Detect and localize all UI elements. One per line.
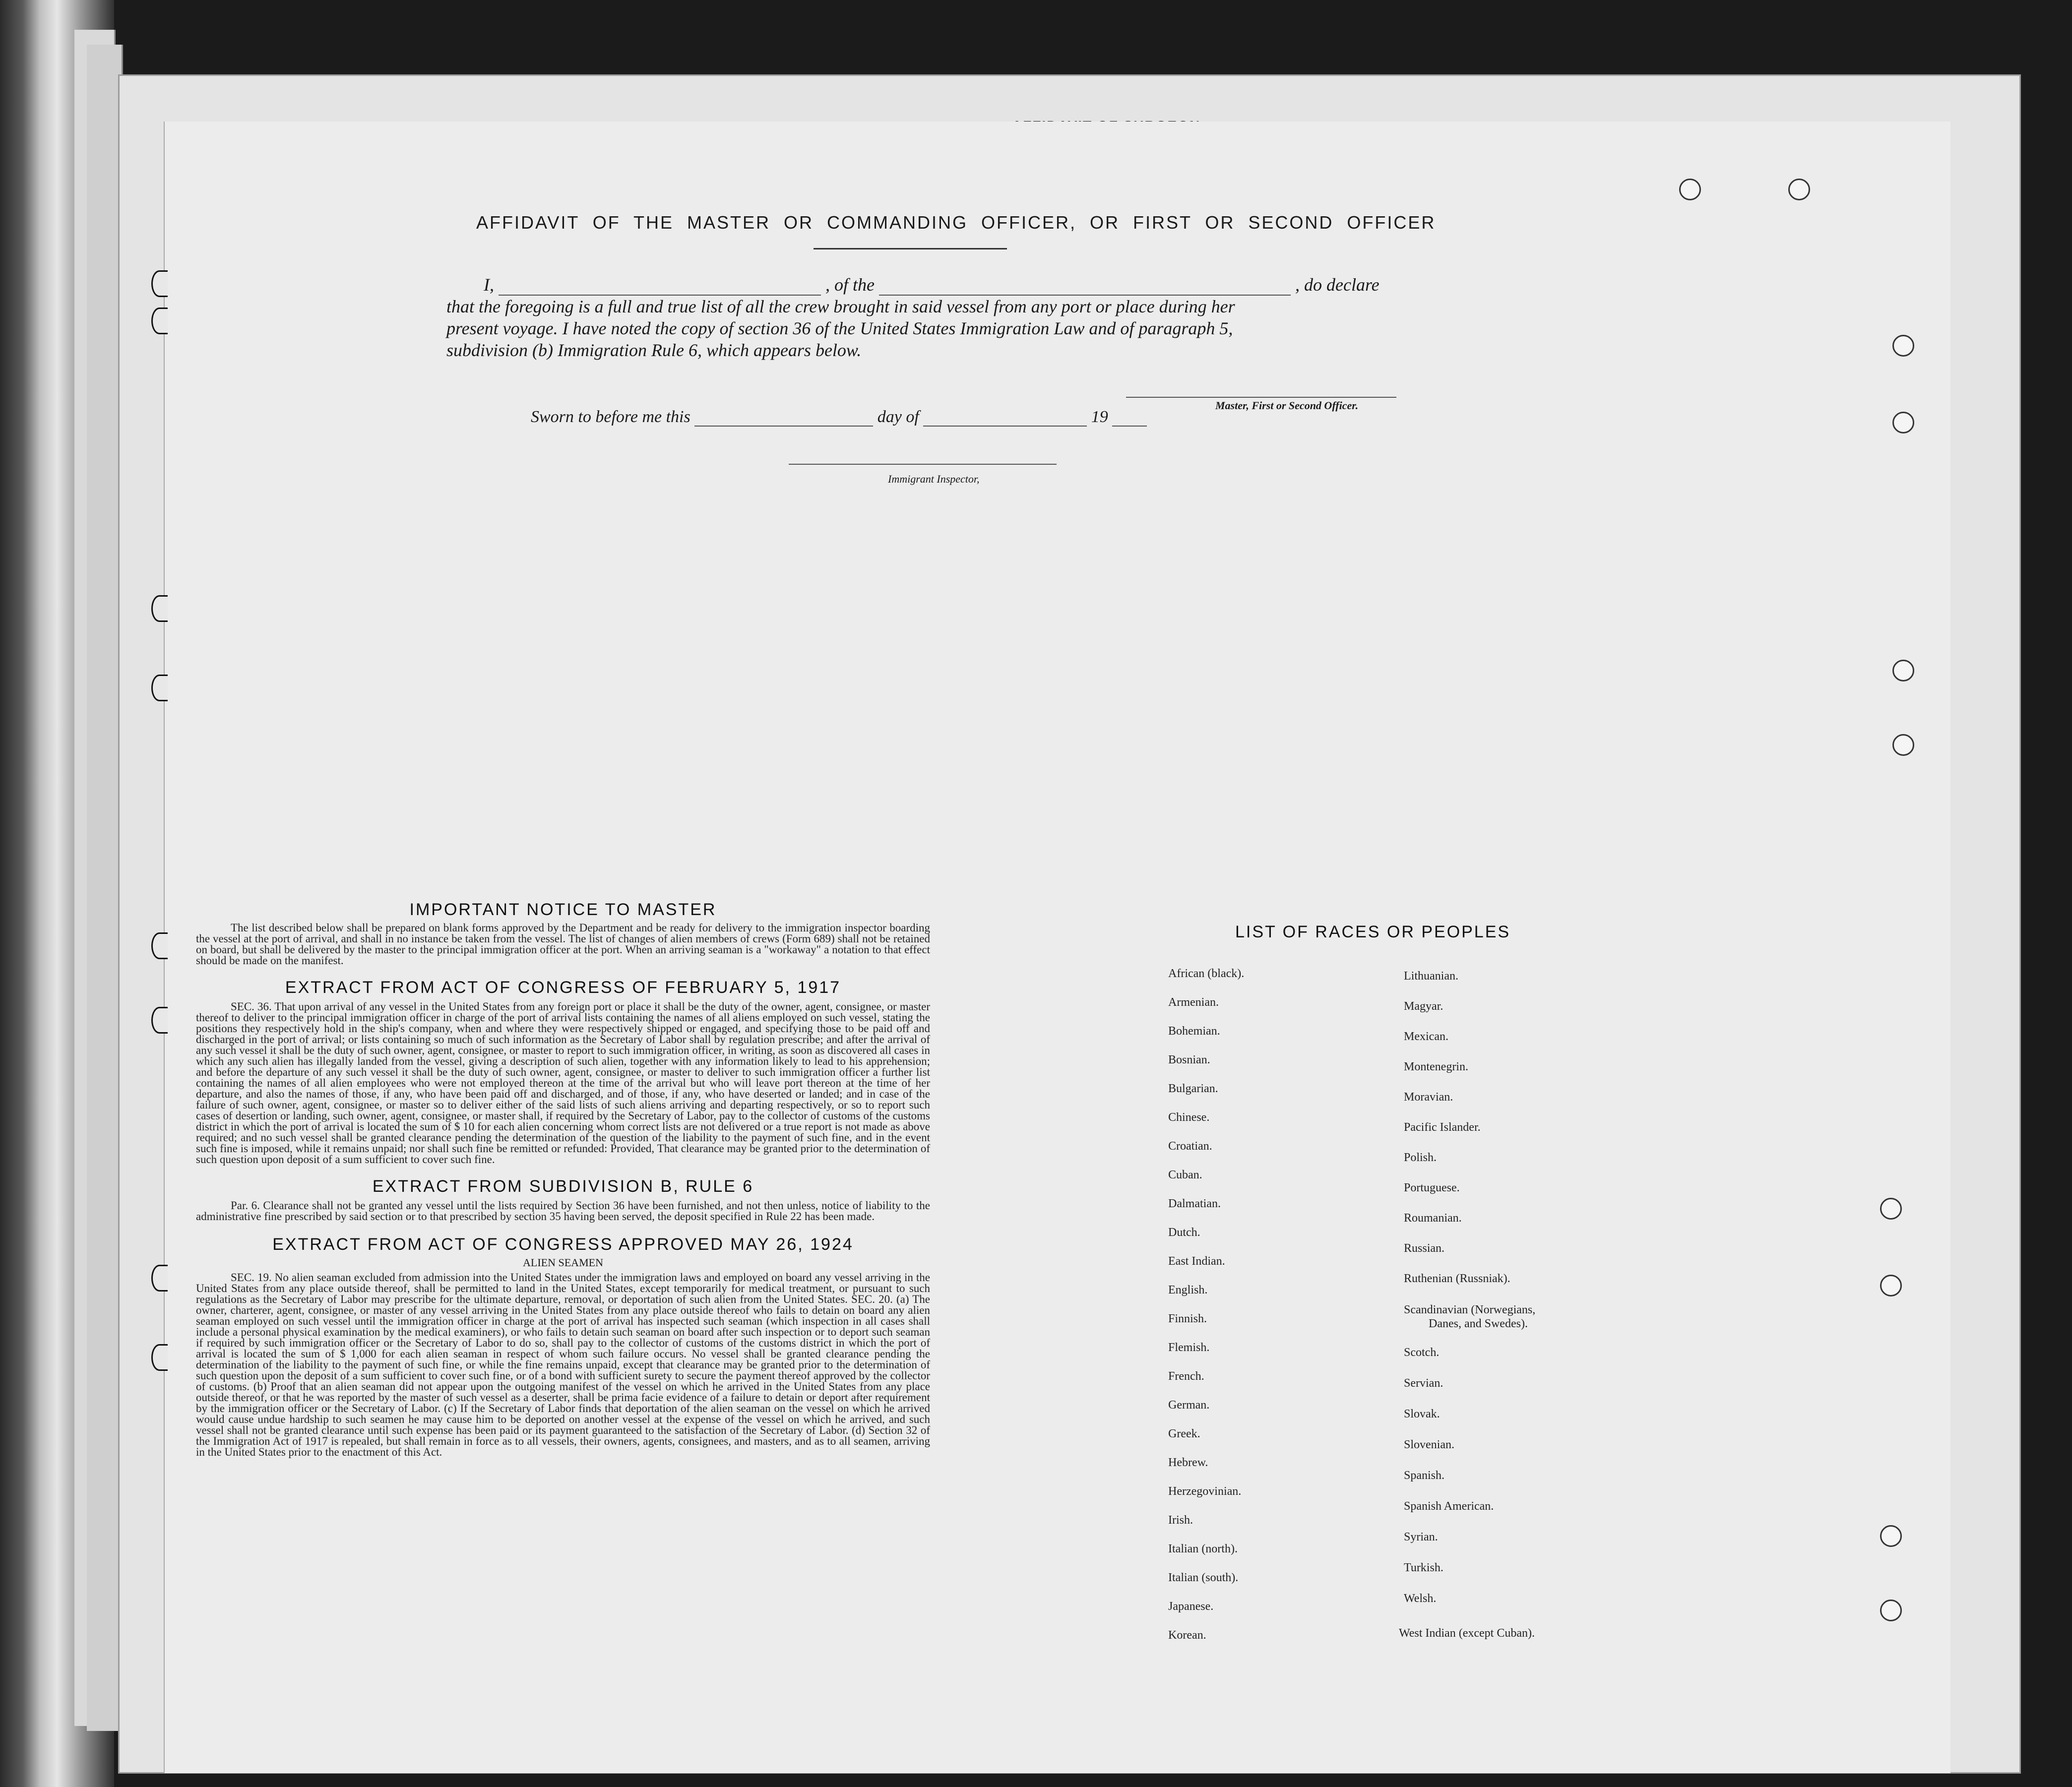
extract-1924-heading: EXTRACT FROM ACT OF CONGRESS APPROVED MAY 26, 1924: [272, 1235, 854, 1254]
affidavit-title: AFFIDAVIT OF THE MASTER OR COMMANDING OFFICER, OR FIRST OR SECOND OFFICER: [476, 212, 1436, 233]
notice-heading: IMPORTANT NOTICE TO MASTER: [409, 900, 717, 919]
race-item: Bohemian.: [1168, 1025, 1220, 1038]
sworn-line: [531, 408, 1147, 427]
race-item: East Indian.: [1168, 1255, 1225, 1268]
race-item: Italian (south).: [1168, 1571, 1239, 1584]
race-item: Hebrew.: [1168, 1456, 1208, 1469]
race-item: West Indian (except Cuban).: [1399, 1627, 1535, 1640]
race-item: Magyar.: [1404, 1000, 1444, 1013]
punch-hole: [151, 270, 168, 297]
race-item: Bosnian.: [1168, 1053, 1210, 1066]
race-item: Portuguese.: [1404, 1181, 1460, 1194]
declaration-do-declare: , do declare: [1295, 275, 1380, 295]
punch-hole: [1892, 412, 1914, 433]
punch-hole: [1880, 1198, 1902, 1220]
race-item: Greek.: [1168, 1427, 1200, 1440]
race-item: English.: [1168, 1284, 1208, 1296]
sworn-day-field[interactable]: [694, 426, 873, 427]
punch-hole: [151, 1007, 168, 1034]
alien-seamen-subheading: ALIEN SEAMEN: [523, 1256, 603, 1269]
race-item: Scotch.: [1404, 1346, 1440, 1359]
race-item: Armenian.: [1168, 996, 1219, 1009]
race-item: Russian.: [1404, 1242, 1445, 1255]
punch-hole: [1892, 660, 1914, 681]
race-item: Roumanian.: [1404, 1212, 1462, 1225]
declaration-line1: [446, 274, 1399, 296]
day-of-text: day of: [877, 408, 919, 426]
rule6-heading: EXTRACT FROM SUBDIVISION B, RULE 6: [372, 1177, 754, 1196]
extract-1917-text: SEC. 36. That upon arrival of any vessel in the United States from any foreign port or place it shall be the duty of the owner, agent, consignee, or master thereof to deliver to the principal immigration officer in charge of the port of arrival lists containing the names of all aliens employed on such vessel, stating the positions they respectively hold in the ship's company, when and where they were respectively shipped or engaged, and specifying those to be paid off and discharged in the port of arrival; or lists containing so much of such information as the Secretary of Labor shall by regulation prescribe; and after the arrival of any such vessel it shall be the duty of such owner, agent, consignee, or master to report to such immigration officer, in writing, as soon as discovered all cases in which any such alien has illegally landed from the vessel, giving a description of such alien, together with any information likely to lead to his apprehension; and before the departure of any such vessel it shall be the duty of such owner, agent, consignee, or master to deliver to such immigration officer a further list containing the names of all alien employees who were not employed thereon at the time of the arrival but who will leave port thereon at the time of her departure, and also the names of those, if any, who have been paid off and discharged, and of those, if any, who have deserted or landed; and in case of the failure of such owner, agent, consignee, or master so to deliver either of the said lists of such aliens arriving and departing respectively, or so to report such cases of desertion or landing, such owner, agent, consignee, or master shall, if required by the Secretary of Labor, pay to the collector of customs of the customs district in which the port of arrival is located the sum of $ 10 for each alien concerning whom correct lists are not delivered or a true report is not made as above required; and no such vessel shall be granted clearance pending the determination of the question of the liability to the payment of such fine, and in the event such fine is imposed, while it remains unpaid; nor shall such fine be remitted or refunded: Provided, That clearance may be granted prior to the determination of such question upon deposit of a sum sufficient to cover such fine.: [196, 1000, 930, 1166]
inspector-signature-line[interactable]: [789, 464, 1057, 465]
punch-hole: [151, 1265, 168, 1292]
race-item: Polish.: [1404, 1151, 1437, 1164]
sworn-year-field[interactable]: [1112, 426, 1147, 427]
race-item: Spanish.: [1404, 1469, 1445, 1482]
race-item: Mexican.: [1404, 1030, 1448, 1043]
race-item: Montenegrin.: [1404, 1060, 1468, 1073]
race-item: Moravian.: [1404, 1091, 1453, 1104]
rule6-text: Par. 6. Clearance shall not be granted any vessel until the lists required by Section 36 have been furnished, and not then unless, notice of liability to the administrative fine prescribed by said section or to that prescribed by section 35 having been served, the deposit specified in Rule 22 has been made.: [196, 1199, 930, 1223]
race-item: Cuban.: [1168, 1169, 1202, 1181]
punch-hole: [1679, 179, 1701, 200]
race-item: Dalmatian.: [1168, 1197, 1221, 1210]
race-item: French.: [1168, 1370, 1204, 1383]
punch-hole: [1880, 1525, 1902, 1547]
race-item: Dutch.: [1168, 1226, 1200, 1239]
punch-hole: [151, 308, 168, 334]
race-item: German.: [1168, 1399, 1210, 1412]
race-item: Slovenian.: [1404, 1438, 1454, 1451]
notice-text: The list described below shall be prepared on blank forms approved by the Department and be ready for delivery to the immigration inspector boarding the vessel at the port of arrival, and shall in no instance be taken from the vessel. The list of changes of alien members of crews (Form 689) shall not be retained on board, but shall be delivered by the master to the principal immigration officer at the port. When an arriving seaman is a "workaway" a notation to that effect should be made on the manifest.: [196, 922, 930, 967]
race-item: Bulgarian.: [1168, 1082, 1218, 1095]
race-item: Chinese.: [1168, 1111, 1210, 1124]
punch-hole: [151, 595, 168, 622]
punch-hole: [1880, 1600, 1902, 1621]
race-item: Lithuanian.: [1404, 970, 1458, 983]
race-item: Turkish.: [1404, 1561, 1444, 1574]
race-item: Slovak.: [1404, 1408, 1440, 1420]
race-item: Irish.: [1168, 1514, 1193, 1527]
declaration-of-the: , of the: [825, 275, 875, 295]
race-item: Flemish.: [1168, 1341, 1210, 1354]
declaration-i: I,: [484, 275, 494, 295]
race-item: Spanish American.: [1404, 1500, 1494, 1513]
race-item: Herzegovinian.: [1168, 1485, 1242, 1498]
punch-hole: [1892, 734, 1914, 756]
punch-hole: [151, 675, 168, 701]
inspector-label: Immigrant Inspector,: [888, 473, 980, 485]
race-item: African (black).: [1168, 967, 1245, 980]
sworn-month-field[interactable]: [923, 426, 1087, 427]
notice-column: [196, 900, 930, 1458]
extract-1924-text: SEC. 19. No alien seaman excluded from admission into the United States under the immigration laws and employed on board any vessel arriving in the United States from any place outside thereof, shall be permitted to land in the United States, except temporarily for medical treatment, or pursuant to such regulations as the Secretary of Labor may prescribe for the ultimate departure, removal, or deportation of such alien from the United States. SEC. 20. (a) The owner, charterer, agent, consignee, or master of any vessel arriving in the United States from any place outside thereof who fails to detain on board any alien seaman employed on such vessel until the immigration officer in charge at the port of arrival has inspected such seaman (which inspection in all cases shall include a personal physical examination by the medical examiners), or who fails to detain such seaman on board after such inspection or to deport such seaman if required by such immigration officer or the Secretary of Labor to do so, shall pay to the collector of customs of the customs district in which the port of arrival is located the sum of $ 1,000 for each alien seaman in respect of whom such failure occurs. No vessel shall be granted clearance pending the determination of the liability to the payment of such fine, or while the fine remains unpaid, except that clearance may be granted prior to the determination of such question upon the deposit of a sum sufficient to cover such fine, or of a bond with sufficient surety to secure the payment thereof approved by the collector of customs. (b) Proof that an alien seaman did not appear upon the outgoing manifest of the vessel on which he arrived in the United States from any place outside thereof, or that he was reported by the master of such vessel as a deserter, shall be prima facie evidence of a failure to detain or deport after requirement by the immigration officer or the Secretary of Labor. (c) If the Secretary of Labor finds that deportation of the alien seaman on the vessel on which he arrived would cause undue hardship to such seamen he may cause him to be deported on another vessel at the expense of the vessel on which he arrived, and such vessel shall not be granted clearance until such expense has been paid or its payment guaranteed to the satisfaction of the Secretary of Labor. (d) Section 32 of the Immigration Act of 1917 is repealed, but shall remain in force as to all vessels, their owners, agents, consignees, and masters, and as to all seamen, arriving in the United States prior to the enactment of this Act.: [196, 1271, 930, 1458]
race-item: Korean.: [1168, 1629, 1206, 1642]
punch-hole: [151, 932, 168, 959]
race-item: Pacific Islander.: [1404, 1121, 1481, 1134]
sworn-text: Sworn to before me this: [531, 408, 691, 426]
title-rule: [814, 248, 1007, 249]
punch-hole: [151, 1344, 168, 1371]
punch-hole: [1788, 179, 1810, 200]
race-item: Croatian.: [1168, 1140, 1212, 1153]
race-item: Danes, and Swedes).: [1429, 1317, 1528, 1330]
race-item: Japanese.: [1168, 1600, 1214, 1613]
declaration-block: [446, 274, 1399, 361]
races-heading: LIST OF RACES OR PEOPLES: [1235, 923, 1511, 941]
master-signature-line[interactable]: [1126, 397, 1396, 398]
race-item: Scandinavian (Norwegians,: [1404, 1303, 1536, 1316]
declaration-line4: subdivision (b) Immigration Rule 6, which appears below.: [446, 340, 862, 360]
race-item: Ruthenian (Russniak).: [1404, 1272, 1510, 1285]
punch-hole: [1892, 335, 1914, 357]
race-item: Italian (north).: [1168, 1542, 1238, 1555]
master-label: Master, First or Second Officer.: [1215, 399, 1359, 412]
punch-hole: [1880, 1275, 1902, 1296]
race-item: Syrian.: [1404, 1531, 1438, 1543]
race-item: Welsh.: [1404, 1592, 1437, 1605]
declaration-line3: present voyage. I have noted the copy of section 36 of the United States Immigration Law and of paragraph 5,: [446, 318, 1233, 338]
race-item: Finnish.: [1168, 1312, 1207, 1325]
race-item: Servian.: [1404, 1377, 1444, 1390]
year-prefix: 19: [1091, 408, 1108, 426]
declaration-line2: that the foregoing is a full and true list of all the crew brought in said vessel from any port or place during her: [446, 297, 1235, 316]
extract-1917-heading: EXTRACT FROM ACT OF CONGRESS OF FEBRUARY 5, 1917: [285, 978, 841, 997]
